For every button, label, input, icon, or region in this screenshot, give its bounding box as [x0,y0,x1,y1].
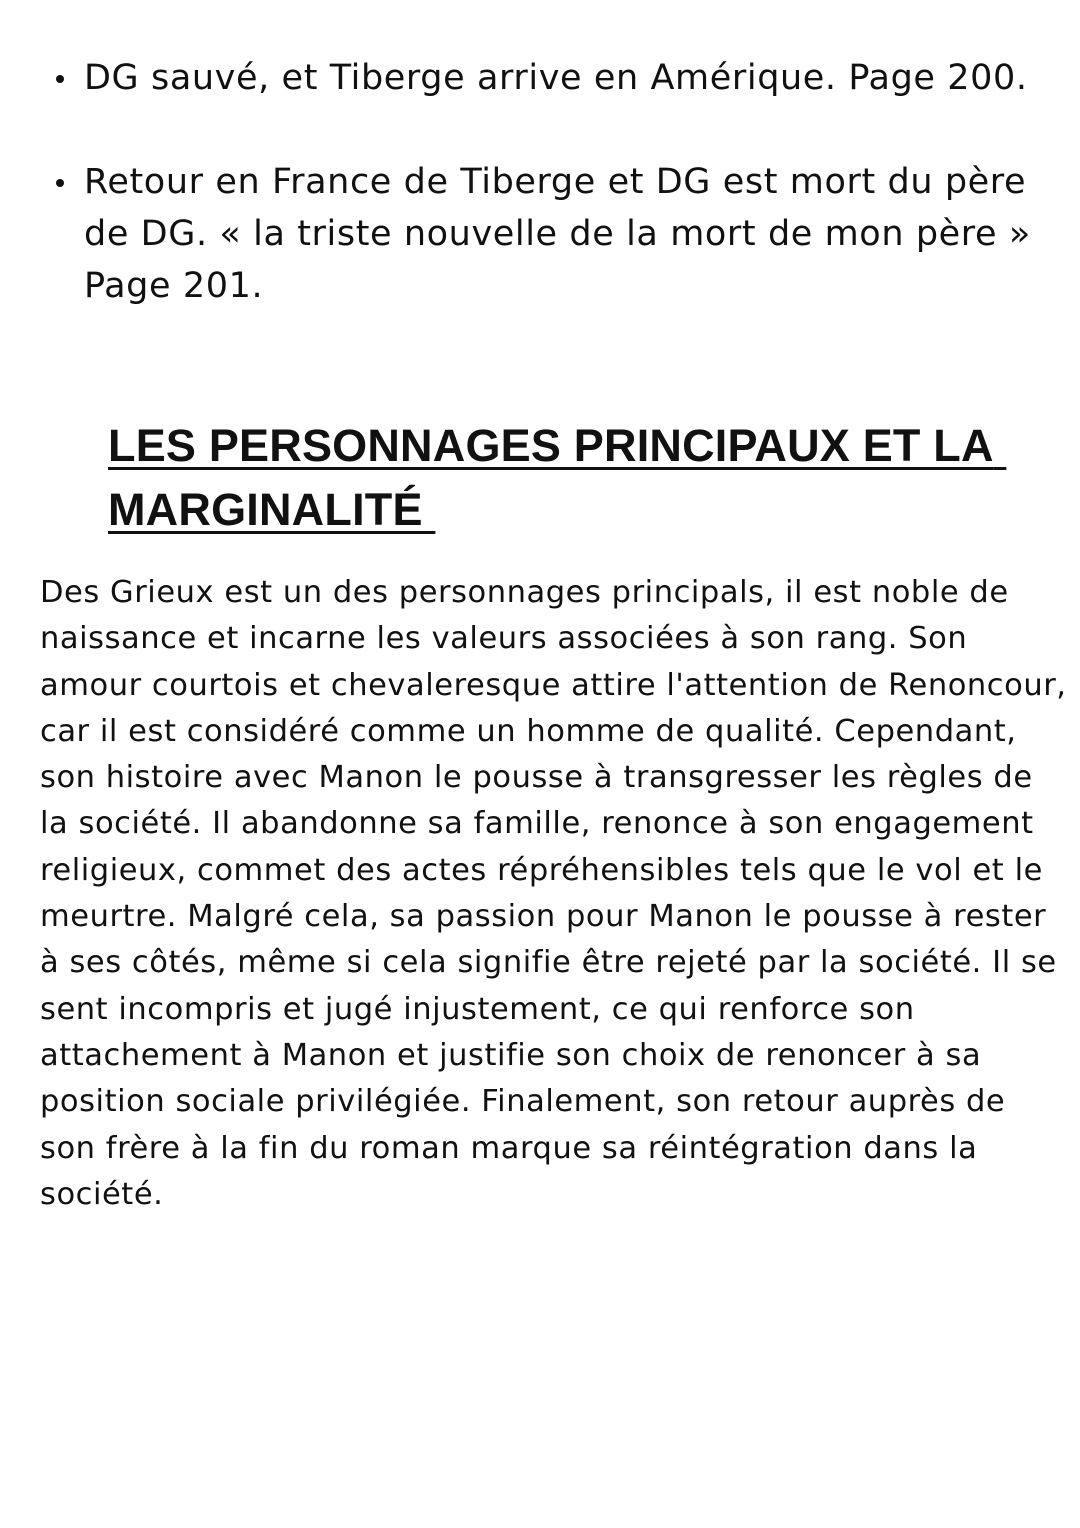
section-heading: LES PERSONNAGES PRINCIPAUX ET LA MARGINALITÉ [108,420,1007,535]
bullet-text: Retour en France de Tiberge et DG est mort du père de DG. « la triste nouvelle de la mort de mon père » Page 201. [84,162,1031,306]
bullet-dot-icon [56,75,64,83]
bullet-text: DG sauvé, et Tiberge arrive en Amérique. Page 200. [84,58,1028,98]
bullet-list [0,52,1080,312]
bullet-dot-icon [56,179,64,187]
bullet-item [0,52,1080,104]
section-paragraph: Des Grieux est un des personnages principals, il est noble de naissance et incarne les valeurs associées à son rang. Son amour courtois et chevaleresque attire l'attention de Renoncour, car il est considéré comme un homme de qualité. Cependant, son histoire avec Manon le pousse à transgresser les règles de la société. Il abandonne sa famille, renonce à son engagement religieux, commet des actes répréhensibles tels que le vol et le meurtre. Malgré cela, sa passion pour Manon le pousse à rester à ses côtés, même si cela signifie être rejeté par la société. Il se sent incompris et jugé injustement, ce qui renforce son attachement à Manon et justifie son choix de renoncer à sa position sociale privilégiée. Finalement, son retour auprès de son frère à la fin du roman marque sa réintégration dans la société. [40,575,1067,1212]
bullet-item [0,156,1080,312]
